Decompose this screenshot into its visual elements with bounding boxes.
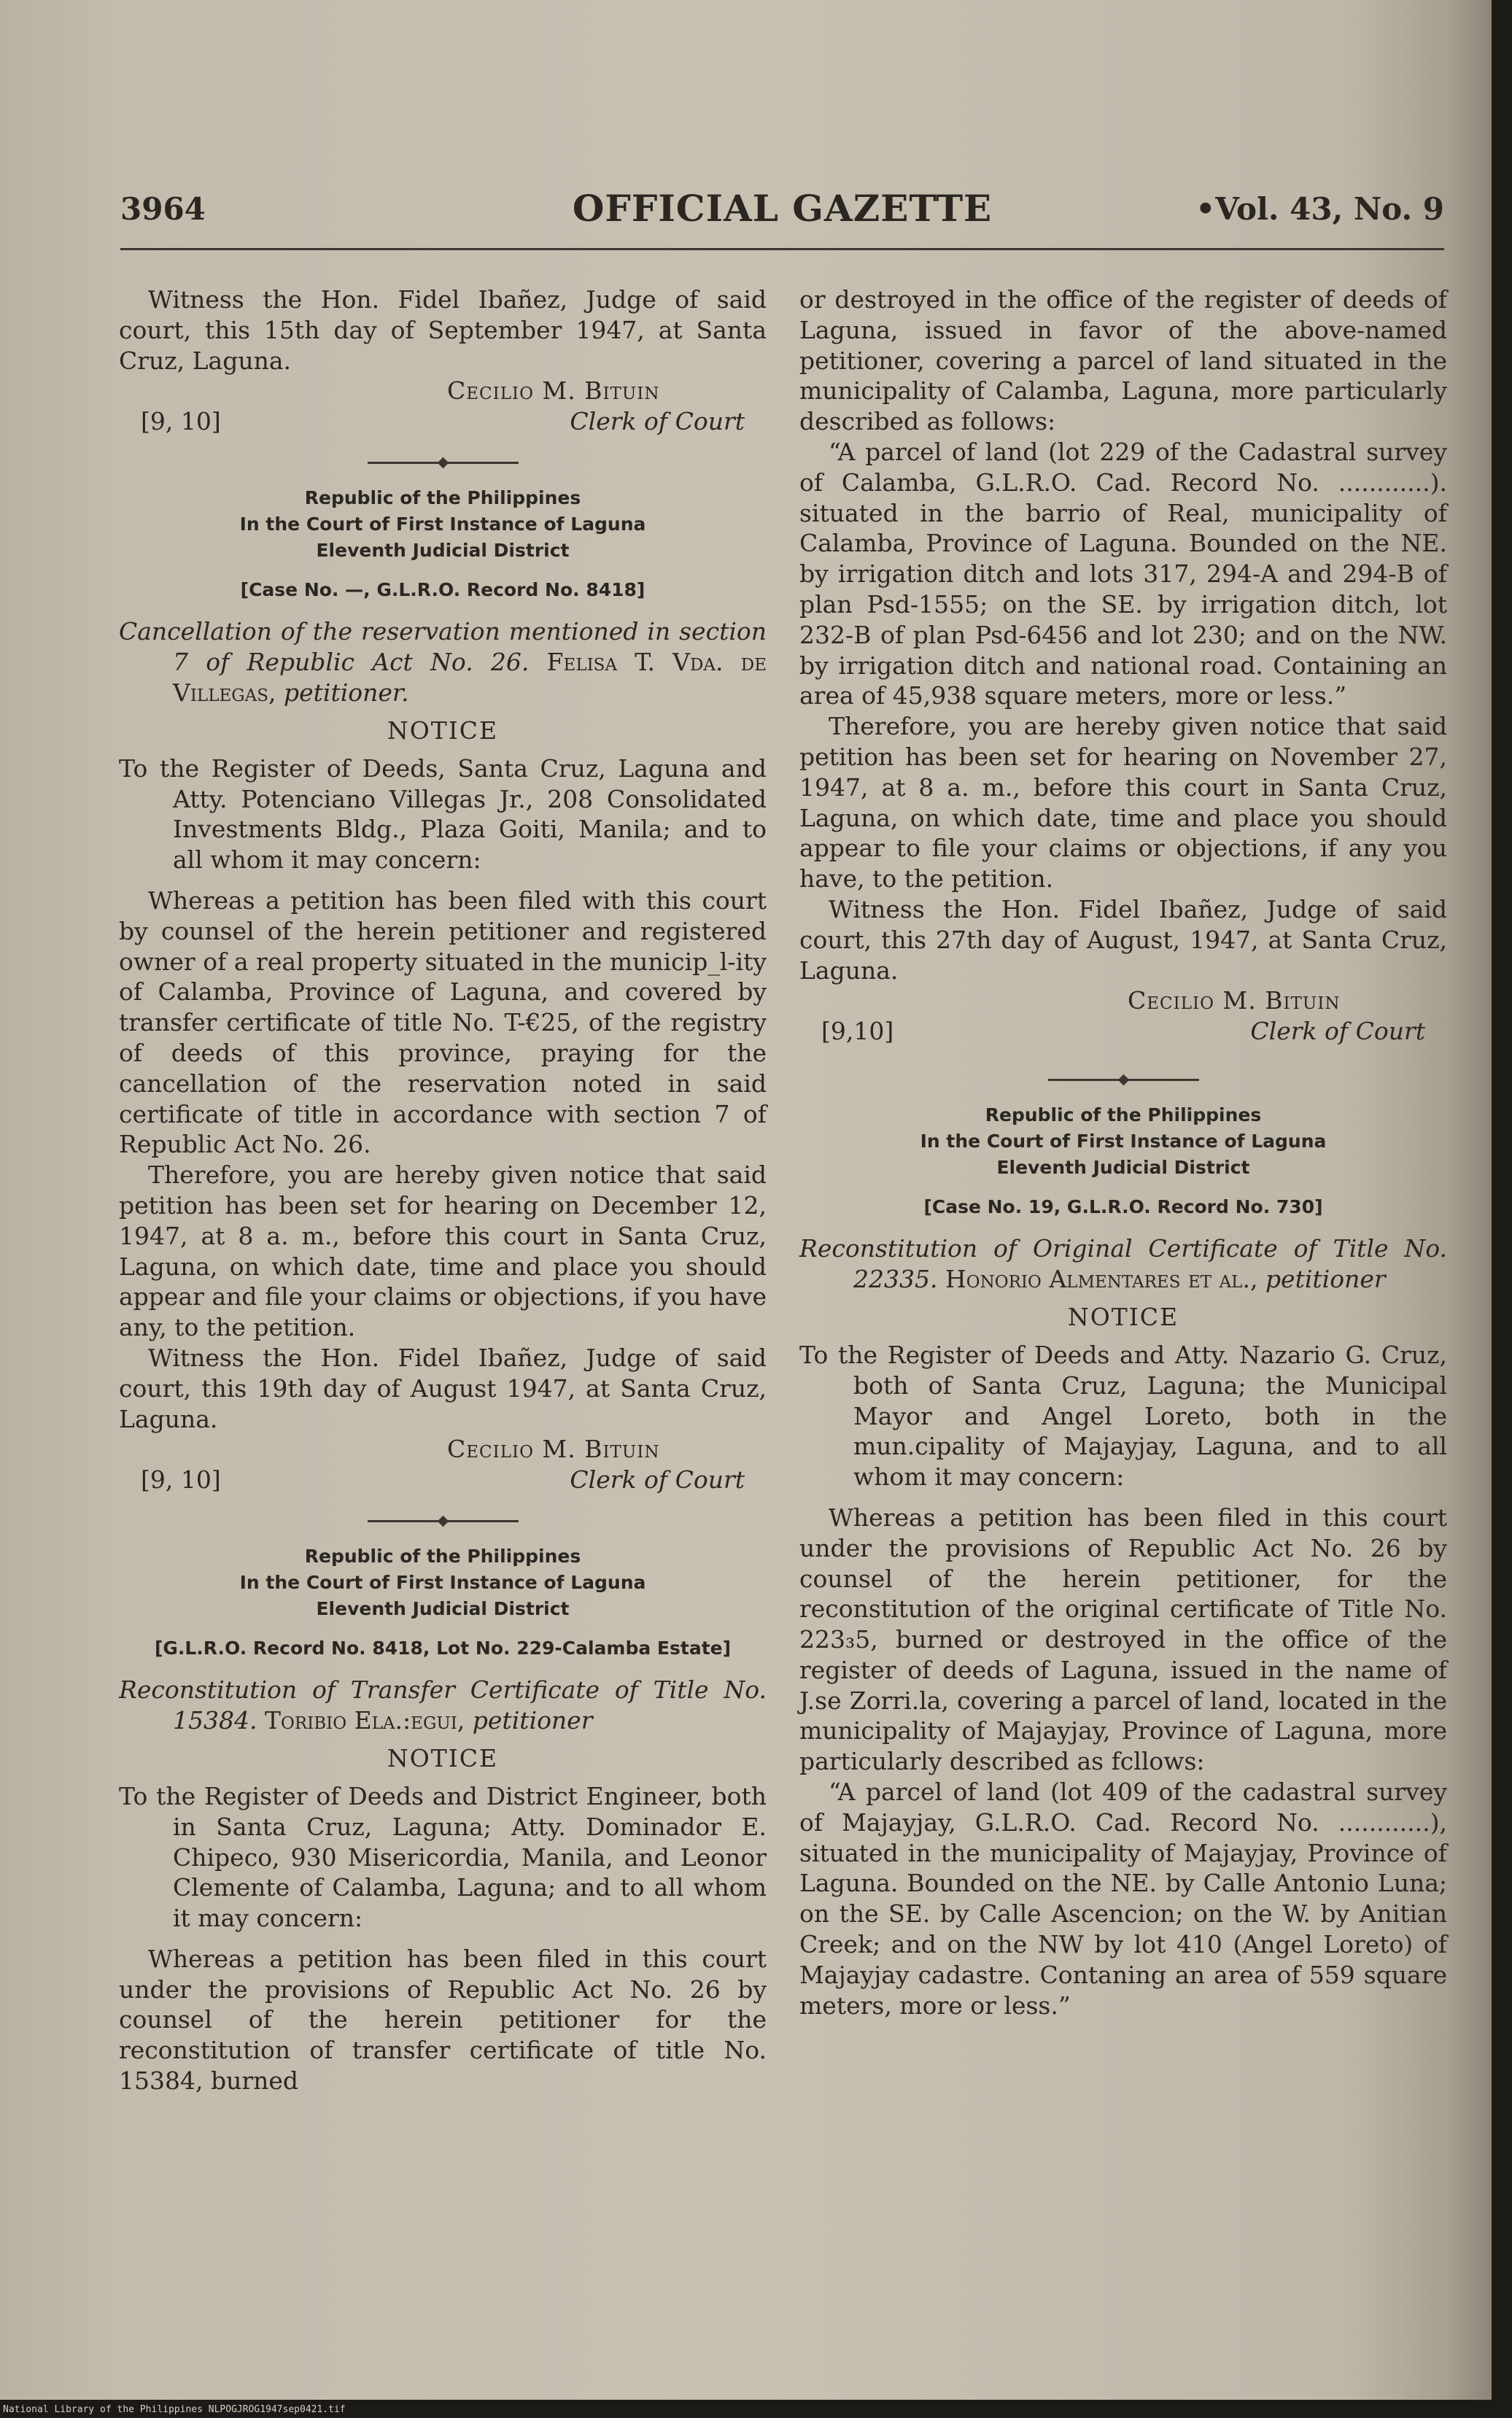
court-line: Eleventh Judicial District: [316, 1598, 570, 1620]
signature-block: [119, 1434, 767, 1495]
publication-title: OFFICIAL GAZETTE: [572, 187, 993, 230]
body-paragraph: Therefore, you are hereby given notice that said petition has been set for hearing on November 27, 1947, at 8 a. m., before this court in Santa Cruz, Laguna, on which date, time and place you should appear to file your claims or objections, if any you have, to the petition.: [799, 712, 1447, 894]
divider-ornament: [119, 437, 767, 485]
signer-title: Clerk of Court: [1250, 1017, 1425, 1046]
case-number: [G.L.R.O. Record No. 8418, Lot No. 229-Calamba Estate]: [154, 1638, 732, 1659]
signer-title: Clerk of Court: [570, 1465, 745, 1495]
caption-title: Reconstitution of Transfer Certificate of Title No. 15384.: [119, 1675, 767, 1735]
body-paragraph: or destroyed in the office of the register of deeds of Laguna, issued in favor of the above-named petitioner, covering a parcel of land situated in the municipality of Calamba, Laguna, more particularly described as follows:: [799, 285, 1447, 436]
petitioner-name: Felisa T. Vda. de Villegas,: [173, 648, 767, 707]
caption-title: Reconstitution of Original Certificate of Title No. 22335.: [799, 1234, 1447, 1294]
notice-heading: NOTICE: [387, 716, 499, 745]
body-paragraph: Whereas a petition has been filed in this court under the provisions of Republic Act No. 26 by counsel of the herein petitioner, for the reconstitution of the original certificate of Title No. 223₃5, burned or destroyed in the office of the register of deeds of Laguna, issued in the name of J.se Zorri.la, covering a parcel of land, located in the municipality of Majayjay, Province of Laguna, more particularly described as fcllows:: [799, 1503, 1447, 1776]
case-caption: [119, 616, 767, 708]
page-header: [120, 187, 1444, 242]
court-heading: [799, 1102, 1447, 1181]
signer-name: Cecilio M. Bituin: [1128, 986, 1341, 1015]
land-description: “A parcel of land (lot 229 of the Cadastral survey of Calamba, G.L.R.O. Cad. Record No. ............). situated in the barrio of Real, municipality of Calamba, Province of Laguna. Bounded on the NE. by irrigation ditch and lots 317, 294-A and 294-B of plan Psd-1555; on the SE. by irrigation ditch, lot 232-B of plan Psd-6456 and lot 230; and on the NW. by irrigation ditch and national road. Containing an area of 45,938 square meters, more or less.”: [799, 437, 1447, 710]
witness-paragraph: Witness the Hon. Fidel Ibañez, Judge of said court, this 19th day of August 1947, at Santa Cruz, Laguna.: [119, 1343, 767, 1433]
addressee-paragraph: To the Register of Deeds, Santa Cruz, Laguna and Atty. Potenciano Villegas Jr., 208 Consolidated Investments Bldg., Plaza Goiti, Manila; and to all whom it may concern:: [119, 753, 767, 875]
page-number: 3964: [120, 191, 206, 227]
witness-paragraph: Witness the Hon. Fidel Ibañez, Judge of said court, this 27th day of August, 1947, at Santa Cruz, Laguna.: [799, 894, 1447, 985]
court-line: Republic of the Philippines: [304, 487, 581, 509]
notice-heading: NOTICE: [387, 1743, 499, 1772]
case-number: [Case No. —, G.L.R.O. Record No. 8418]: [240, 579, 645, 601]
body-paragraph: Whereas a petition has been filed in this court under the provisions of Republic Act No. 26 by counsel of the herein petitioner for the reconstitution of transfer certificate of title No. 15384, burned: [119, 1944, 767, 2096]
signer-name: Cecilio M. Bituin: [447, 376, 660, 406]
body-paragraph: Therefore, you are hereby given notice that said petition has been set for hearing on December 12, 1947, at 8 a. m., before this court in Santa Cruz, Laguna, on which date, time and place you should appear and file your claims or objections, if you have any, to the petition.: [119, 1160, 767, 1342]
witness-paragraph: Witness the Hon. Fidel Ibañez, Judge of said court, this 15th day of September 1947, at Santa Cruz, Laguna.: [119, 285, 767, 375]
divider-ornament: [799, 1054, 1447, 1102]
court-line: Eleventh Judicial District: [996, 1157, 1250, 1179]
left-column: [119, 284, 767, 2096]
court-line: In the Court of First Instance of Laguna: [920, 1131, 1327, 1152]
issue-reference: [9,10]: [821, 1017, 894, 1046]
body-paragraph: Whereas a petition has been filed with this court by counsel of the herein petitioner and registered owner of a real property situated in the municip_l-ity of Calamba, Province of Laguna, and covered by transfer certificate of title No. T-€25, of the registry of deeds of this province, praying for the cancellation of the reservation noted in said certificate of title in accordance with section 7 of Republic Act No. 26.: [119, 886, 767, 1159]
volume-number: •Vol. 43, No. 9: [1195, 191, 1444, 227]
court-heading: [119, 485, 767, 564]
petitioner-name: Toribio Ela.:egui,: [264, 1706, 465, 1735]
signer-title: Clerk of Court: [570, 407, 745, 436]
signature-block: [119, 376, 767, 437]
case-caption: [119, 1675, 767, 1736]
caption-role: petitioner.: [283, 678, 409, 707]
divider-ornament: [119, 1495, 767, 1543]
signature-block: [799, 985, 1447, 1047]
court-line: Eleventh Judicial District: [316, 540, 570, 562]
petitioner-name: Honorio Almentares et al.,: [945, 1265, 1258, 1294]
header-rule: [120, 248, 1444, 250]
case-number: [Case No. 19, G.L.R.O. Record No. 730]: [923, 1196, 1323, 1218]
court-line: In the Court of First Instance of Laguna: [239, 514, 646, 535]
case-caption: [799, 1233, 1447, 1295]
court-line: Republic of the Philippines: [304, 1546, 581, 1568]
right-column: [799, 284, 1447, 2020]
court-heading: [119, 1543, 767, 1622]
land-description: “A parcel of land (lot 409 of the cadastral survey of Majayjay, G.L.R.O. Cad. Record No. ............), situated in the municipality of Majayjay, Province of Laguna. Bounded on the NE. by Calle Antonio Luna; on the SE. by Calle Ascencion; on the W. by Anitian Creek; and on the NW by lot 410 (Angel Loreto) of Majayjay cadastre. Contaning an area of 559 square meters, more or less.”: [799, 1778, 1447, 2020]
caption-role: petitioner: [472, 1706, 593, 1735]
addressee-paragraph: To the Register of Deeds and Atty. Nazario G. Cruz, both of Santa Cruz, Laguna; the Municipal Mayor and Angel Loreto, both in the mun.cipality of Majayjay, Laguna, and to all whom it may concern:: [799, 1340, 1447, 1492]
court-line: Republic of the Philippines: [985, 1104, 1262, 1126]
issue-reference: [9, 10]: [141, 1465, 221, 1495]
court-line: In the Court of First Instance of Laguna: [239, 1572, 646, 1594]
signer-name: Cecilio M. Bituin: [447, 1435, 660, 1464]
scan-footer: National Library of the Philippines NLPOGJROG1947sep0421.tif: [3, 2404, 346, 2415]
addressee-paragraph: To the Register of Deeds and District Engineer, both in Santa Cruz, Laguna; Atty. Dominador E. Chipeco, 930 Misericordia, Manila, and Leonor Clemente of Calamba, Laguna; and to all whom it may concern:: [119, 1781, 767, 1933]
issue-reference: [9, 10]: [141, 407, 221, 436]
notice-heading: NOTICE: [1067, 1302, 1179, 1331]
caption-title: Cancellation of the reservation mentioned in section 7 of Republic Act No. 26.: [119, 617, 767, 677]
caption-role: petitioner: [1265, 1265, 1386, 1294]
